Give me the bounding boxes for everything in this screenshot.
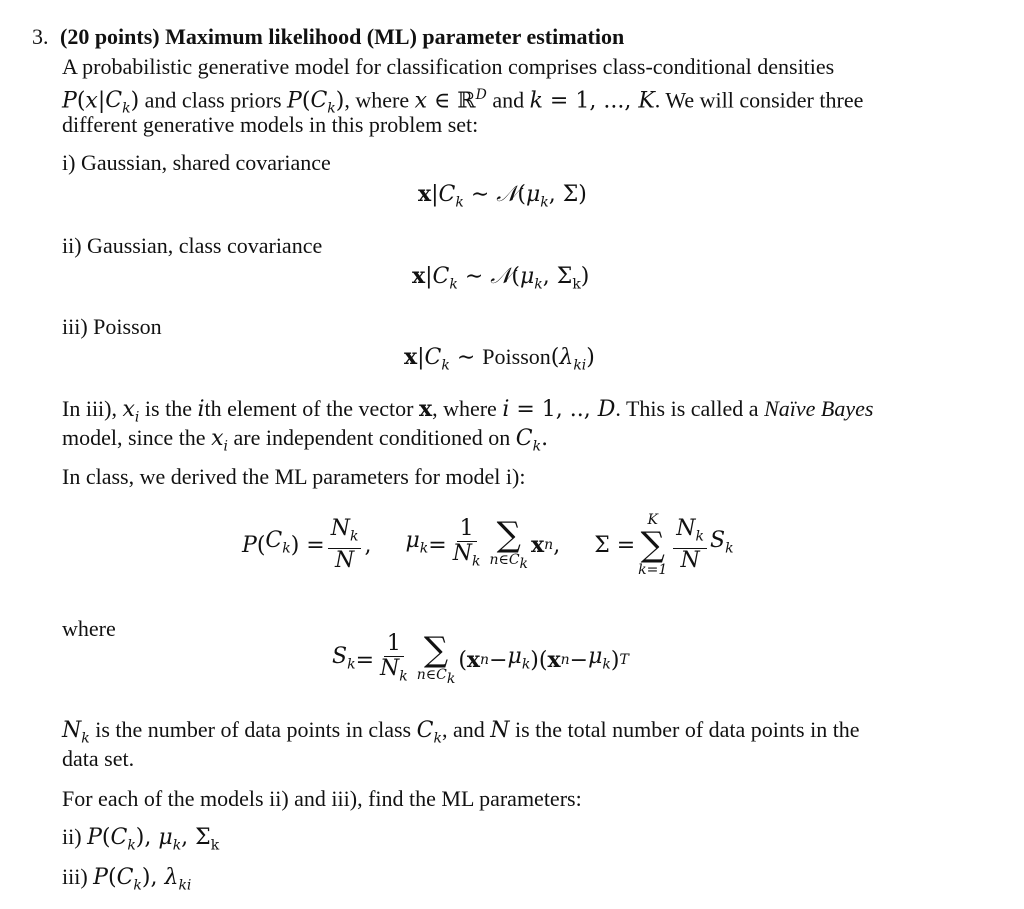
intro-line-2: $P(x|C_k)$ and class priors $P(C_k)$, where x ∈ ℝ$^D$ and k = 1, ..., K. We will consider three <box>62 87 864 117</box>
problem-number: 3. <box>32 24 49 49</box>
naive-line-2: model, since the $x_i$ are independent conditioned on $C_k$. <box>62 425 549 455</box>
model-i-equation: $x|C_k$ ∼ $𝒩(\mu_k$, Σ) <box>418 181 587 211</box>
model-i-label: i) Gaussian, shared covariance <box>62 150 331 175</box>
naive-line-1: In iii), $x_i$ is the ith element of the vector x, where i = 1, .., D. This is called a Naïve Bayes <box>62 396 874 426</box>
answer-iii: iii) $P(C_k)$, $\lambda_{ki}$ <box>62 864 192 894</box>
find-line: For each of the models ii) and iii), find the ML parameters: <box>62 786 582 811</box>
where-label: where <box>62 616 116 641</box>
model-ii-equation: $x|C_k$ ∼ $𝒩(\mu_k$, $\Sigma_k$) <box>412 263 590 293</box>
ml-parameters-equation: P ( $C_k$ ) = $\frac{N_k}{N}$ , $\mu_k$ = $\frac{1}{N_k}$ ∑ $n\in C_k$ x n , Σ = K ∑ k=1 $\frac{N_k}{N}$ $S_k$ <box>242 512 734 578</box>
intro-line-1: A probabilistic generative model for classification comprises class-conditional densities <box>62 54 835 79</box>
derived-line: In class, we derived the ML parameters for model i): <box>62 464 526 489</box>
nk-line-1: $N_k$ is the number of data points in class $C_k$, and N is the total number of data points in the <box>62 717 860 747</box>
problem-title: (20 points) Maximum likelihood (ML) parameter estimation <box>60 24 625 49</box>
scatter-matrix-equation: $S_k$ = $\frac{1}{N_k}$ ∑ $n\in C_k$ ( x n − $\mu_k$ )( x n − $\mu_k$ ) T <box>332 630 629 688</box>
model-iii-label: iii) Poisson <box>62 314 162 339</box>
problem-heading <box>32 22 624 51</box>
answer-ii: ii) $P(C_k)$, $\mu_k$, $\Sigma_k$ <box>62 824 220 854</box>
nk-line-2: data set. <box>62 746 135 771</box>
model-iii-equation: $x|C_k$ ∼ $Poisson(\lambda_{ki})$ <box>404 344 595 374</box>
intro-line-3: different generative models in this problem set: <box>62 112 479 137</box>
model-ii-label: ii) Gaussian, class covariance <box>62 233 323 258</box>
